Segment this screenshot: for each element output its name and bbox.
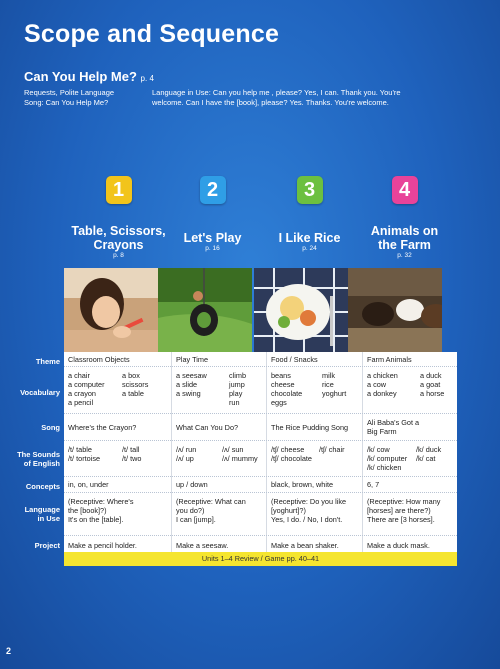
vocab-item: scissors [122,380,149,389]
vocab-list [122,371,148,398]
theme-cell: Farm Animals [367,355,412,364]
vocab-item: a duck [420,371,442,380]
unit-page: p. 32 [397,252,412,259]
vocab-list [176,371,207,398]
sound-item: /k/ cat [416,454,436,463]
sound-item: /ʌ/ mummy [222,454,258,463]
vocab-item: a slide [176,380,198,389]
unit-page: p. 24 [302,245,317,252]
row-label-concepts: Concepts [25,482,60,491]
language-cell: (Receptive: Where's the [book]?) It's on the [table]. [68,497,134,524]
sound-item: /ʌ/ sun [222,445,244,454]
page-number: 2 [6,646,12,656]
unit-page: p. 8 [113,252,124,259]
vocab-list [271,371,302,407]
project-cell: Make a bean shaker. [271,541,339,550]
row-label-line: in Use [37,514,60,523]
sounds-list [176,445,196,463]
unit-title [165,231,260,245]
vocab-list [367,371,398,398]
sounds-list [222,445,258,463]
sound-item: /k/ computer [367,454,408,463]
intro-left-line: Requests, Polite Language [24,88,115,97]
vocab-list [229,371,246,407]
row-label-line: The Sounds [17,450,60,459]
vocab-item: a table [122,389,144,398]
unit-title [71,224,166,252]
column-divider [266,352,267,552]
row-label-vocabulary: Vocabulary [20,388,60,397]
sounds-list [271,445,312,463]
vocab-item: a chicken [367,371,398,380]
project-cell: Make a seesaw. [176,541,229,550]
vocab-item: a swing [176,389,201,398]
sound-item: /t/ tortoise [68,454,101,463]
intro-title: Can You Help Me? [24,69,137,84]
column-divider [362,352,363,552]
vocab-list [68,371,105,407]
row-label-line: of English [23,459,60,468]
row-divider [64,366,457,367]
sounds-list [416,445,441,463]
song-cell: The Rice Pudding Song [271,423,349,432]
intro-page-ref: p. 4 [140,74,154,83]
song-cell: What Can You Do? [176,423,239,432]
intro-right-line: Language in Use: Can you help me , please? Yes, I can. Thank you. You're [152,88,401,97]
row-label-line: Language [24,505,60,514]
unit-title-line: Let's Play [183,231,242,245]
unit-3-photo [254,268,348,352]
language-cell: (Receptive: Do you like [yoghurt]?) Yes, I do. / No, I don't. [271,497,347,524]
unit-2-photo [158,268,252,352]
vocab-item: a goat [420,380,441,389]
vocab-item: rice [322,380,334,389]
row-label-song: Song [41,423,60,432]
unit-header-4 [357,176,452,260]
vocab-item: a box [122,371,140,380]
intro-left [24,88,114,108]
review-bar: Units 1–4 Review / Game pp. 40–41 [64,552,457,566]
unit-title-line: I Like Rice [278,231,341,245]
vocab-item: eggs [271,398,287,407]
vocab-item: beans [271,371,291,380]
unit-4-photo [348,268,442,352]
sound-item: /ʌ/ run [176,445,197,454]
concepts-cell: black, brown, white [271,480,334,489]
row-divider [64,413,457,414]
unit-number-badge: 4 [392,176,418,204]
sound-item: /t/ two [122,454,142,463]
project-cell: Make a duck mask. [367,541,430,550]
row-divider [64,476,457,477]
vocab-item: a cow [367,380,387,389]
theme-cell: Play Time [176,355,209,364]
sounds-list [122,445,141,463]
vocab-item: jump [229,380,245,389]
vocab-item: milk [322,371,335,380]
vocab-item: a chair [68,371,90,380]
concepts-cell: in, on, under [68,480,109,489]
vocab-item: a pencil [68,398,94,407]
theme-cell: Classroom Objects [68,355,130,364]
project-cell: Make a pencil holder. [68,541,137,550]
vocab-item: climb [229,371,247,380]
vocab-item: a crayon [68,389,96,398]
song-cell: Where's the Crayon? [68,423,137,432]
concepts-cell: up / down [176,480,208,489]
intro-heading [24,69,154,84]
unit-number-badge: 1 [106,176,132,204]
unit-page: p. 16 [205,245,220,252]
vocab-item: play [229,389,243,398]
sounds-list [68,445,100,463]
unit-number-badge: 3 [297,176,323,204]
row-label-sounds [17,450,60,468]
sound-item: /k/ chicken [367,463,402,472]
unit-header-3 [262,176,357,253]
vocab-item: a donkey [367,389,397,398]
unit-title-line: the Farm [378,238,431,252]
sound-item: /t/ tall [122,445,140,454]
unit-title [262,231,357,245]
vocab-item: a seesaw [176,371,207,380]
unit-header-2 [165,176,260,253]
scope-table [64,352,457,552]
sound-item: /t/ table [68,445,92,454]
sound-item: /ʌ/ up [176,454,194,463]
vocab-item: a horse [420,389,445,398]
language-cell: (Receptive: How many [horses] are there?) There are [3 horses]. [367,497,441,524]
concepts-cell: 6, 7 [367,480,380,489]
intro-right-line: welcome. Can I have the [book], please? Yes. Thanks. You're welcome. [152,98,389,107]
vocab-item: a computer [68,380,105,389]
sound-item: /k/ cow [367,445,390,454]
unit-title-line: Table, Scissors, [71,224,166,238]
intro-left-line: Song: Can You Help Me? [24,98,109,107]
sounds-list [367,445,407,472]
column-divider [171,352,172,552]
row-label-theme: Theme [35,357,60,366]
vocab-list [420,371,444,398]
vocab-item: chocolate [271,389,303,398]
page-title: Scope and Sequence [24,20,280,48]
vocab-item: cheese [271,380,295,389]
sounds-list [319,445,345,454]
unit-number-badge: 2 [200,176,226,204]
sound-item: /tʃ/ chocolate [271,454,312,463]
unit-title-line: Animals on [370,224,439,238]
row-label-project: Project [34,541,60,550]
row-label-language [25,505,60,523]
sound-item: /k/ duck [416,445,442,454]
row-divider [64,535,457,536]
sound-item: /tʃ/ chair [319,445,345,454]
unit-header-1 [71,176,166,260]
unit-1-photo [64,268,158,352]
sound-item: /tʃ/ cheese [271,445,305,454]
vocab-item: yoghurt [322,389,347,398]
row-divider [64,440,457,441]
language-cell: (Receptive: What can you do?) I can [jump]. [176,497,246,524]
song-cell: Ali Baba's Got a Big Farm [367,418,420,436]
vocab-item: run [229,398,240,407]
theme-cell: Food / Snacks [271,355,318,364]
vocab-list [322,371,346,398]
unit-title-line: Crayons [93,238,144,252]
unit-title [357,224,452,252]
intro-right [152,88,401,108]
row-divider [64,492,457,493]
